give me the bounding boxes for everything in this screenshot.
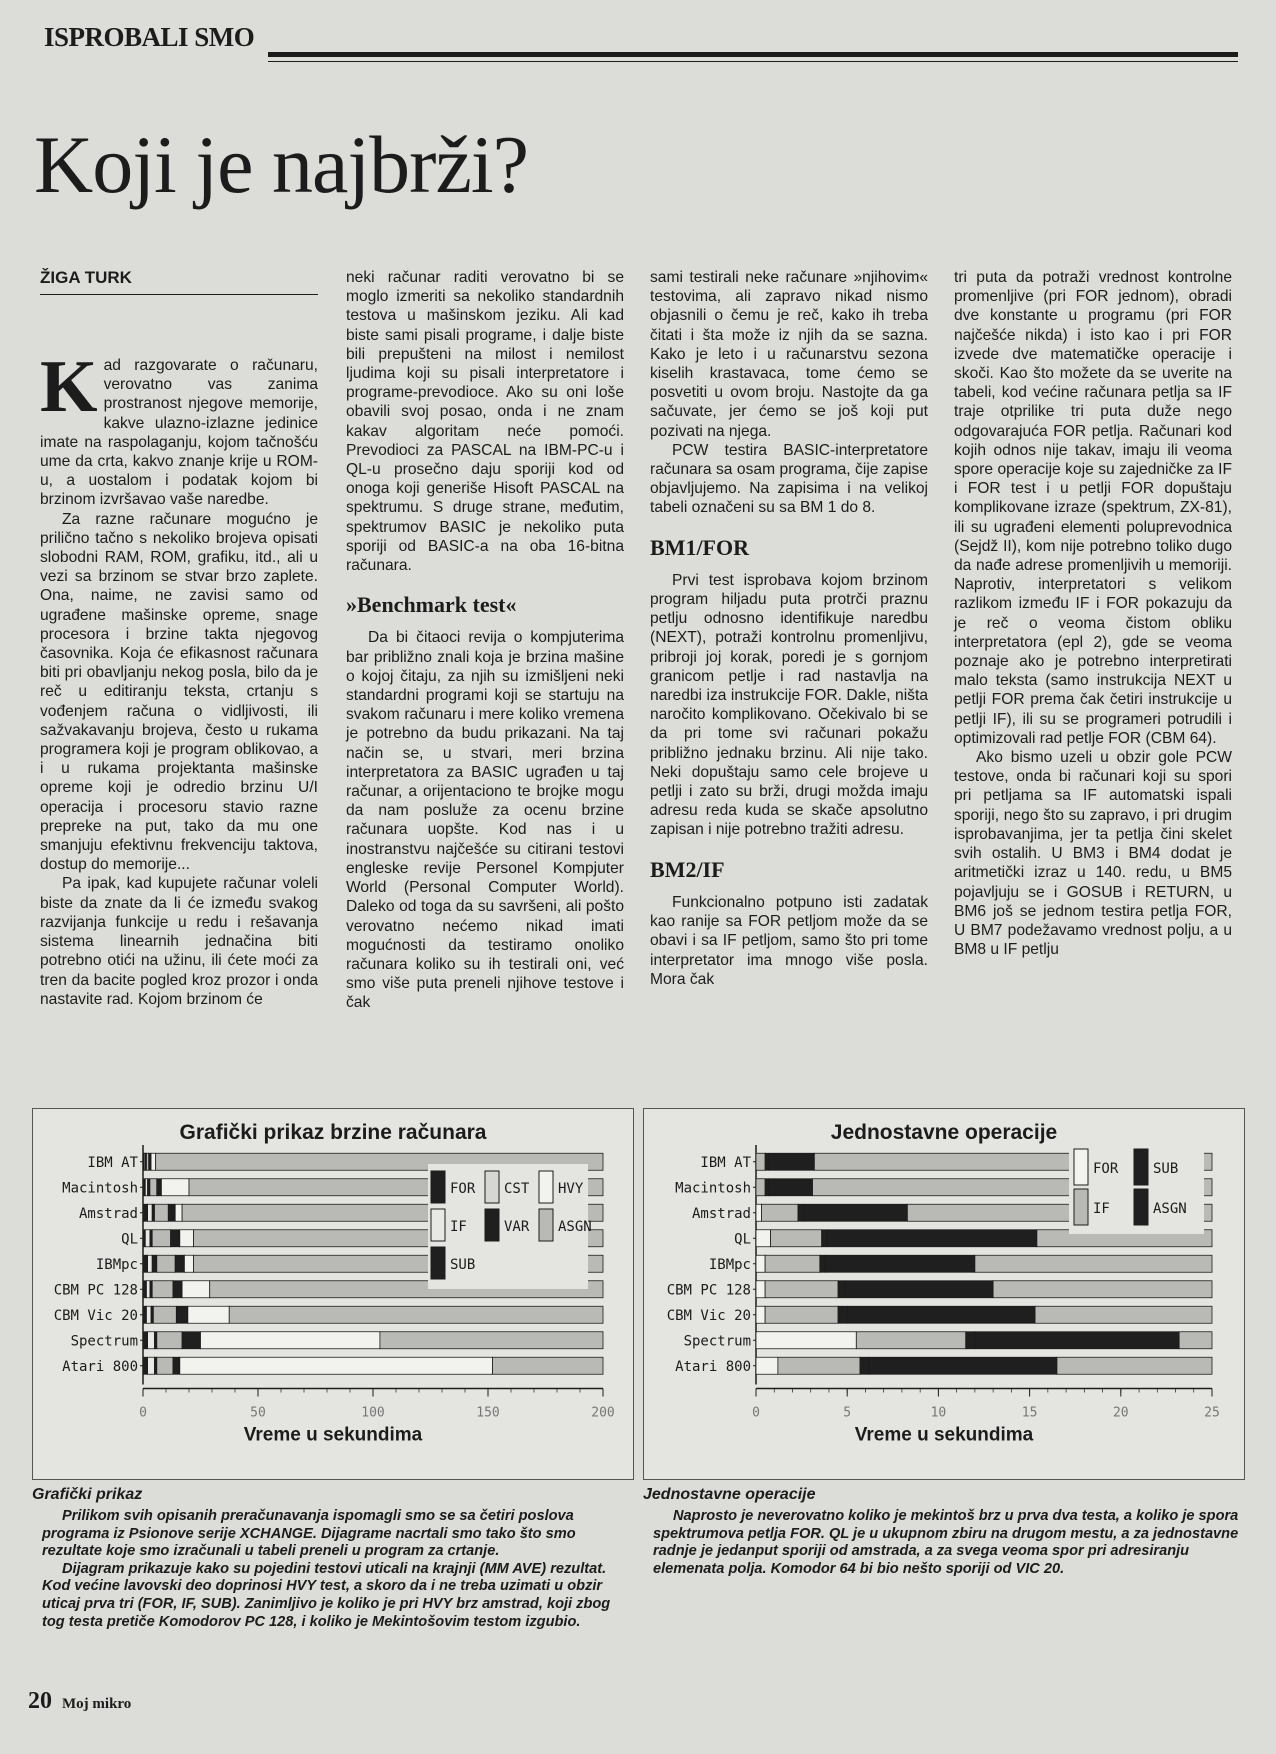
bar-segment <box>765 1255 820 1272</box>
bar-segment <box>765 1153 769 1170</box>
legend-label: VAR <box>504 1219 530 1235</box>
legend-swatch <box>539 1209 553 1241</box>
x-tick-label: 150 <box>476 1405 500 1421</box>
chart-speed-overview-svg <box>33 1109 633 1479</box>
category-label: CBM PC 128 <box>53 1282 138 1299</box>
bar-segment <box>756 1332 856 1349</box>
bar-segment <box>765 1281 838 1298</box>
bar-segment <box>847 1306 1035 1323</box>
bar-segment <box>173 1281 182 1298</box>
bar-segment <box>180 1230 194 1247</box>
bar-segment <box>869 1357 1057 1374</box>
paragraph: Funkcionalno potpuno isti zadatak kao ranije sa FOR petljom može da se obavi i sa IF petljom, samo što pri tome interpretator ima mnogo više posla. Mora čak <box>650 893 928 988</box>
chart-title: Grafički prikaz brzine računara <box>179 1121 487 1144</box>
x-axis-label: Vreme u sekundima <box>243 1424 423 1446</box>
bar-segment <box>157 1332 182 1349</box>
bar-segment <box>993 1281 1212 1298</box>
bar-segment <box>769 1179 813 1196</box>
bar-segment <box>157 1179 162 1196</box>
category-label: IBMpc <box>708 1256 751 1273</box>
bar-segment <box>168 1204 175 1221</box>
legend-label: HVY <box>558 1181 584 1197</box>
bar-segment <box>171 1230 180 1247</box>
bar-segment <box>151 1153 156 1170</box>
bar-segment <box>765 1179 769 1196</box>
bar-segment <box>838 1306 847 1323</box>
bar-segment <box>229 1306 603 1323</box>
category-label: Atari 800 <box>675 1358 751 1375</box>
legend-label: FOR <box>1093 1161 1119 1177</box>
bar-segment <box>143 1281 146 1298</box>
bar-segment <box>143 1332 148 1349</box>
article-title: Koji je najbrži? <box>34 119 529 210</box>
category-label: Macintosh <box>62 1180 138 1197</box>
paragraph: Ako bismo uzeli u obzir gole PCW testove, onda bi računari koji su spori pri petljama sa IF automatski ispali sporiji, nego što su zapravo, i pri drugim isprobavanjima, jer ta petlja čini skelet svih ostalih. U BM3 i BM4 dodat je aritmetički izraz u 140. redu, u BM5 pojavljuju se i GOSUB i RETURN, u BM6 još se jednom testira petlja FOR, U BM7 podežavamo vrednost polju, a u BM8 u IF petlju <box>954 749 1232 959</box>
paragraph: Pa ipak, kad kupujete računar voleli biste da znate da li će između svakog razvijanja funkcije u redu i rešavanja sistema linearnih jednačina biti potrebno otići na užinu, ili ćete moći za tren da bacite pogled kroz prozor i onda nastavite rad. Kojom brzinom će <box>40 875 318 1008</box>
bar-segment <box>820 1255 825 1272</box>
subheading-bm1: BM1/FOR <box>650 534 749 560</box>
bar-segment <box>157 1255 175 1272</box>
bar-segment <box>173 1357 180 1374</box>
bar-segment <box>493 1357 603 1374</box>
bar-segment <box>803 1204 907 1221</box>
bar-segment <box>155 1204 169 1221</box>
bar-segment <box>143 1306 146 1323</box>
legend-label: SUB <box>1153 1161 1179 1177</box>
article-column-1 <box>40 346 318 1009</box>
category-label: IBM AT <box>700 1154 751 1171</box>
legend-swatch <box>539 1171 553 1203</box>
bar-segment <box>756 1306 765 1323</box>
legend-swatch <box>485 1209 499 1241</box>
bar-segment <box>975 1332 1179 1349</box>
page-footer <box>28 1688 131 1715</box>
bar-segment <box>143 1204 148 1221</box>
byline-rule <box>40 294 318 295</box>
subheading-benchmark: »Benchmark test« <box>346 592 517 618</box>
legend-label: ASGN <box>1153 1201 1187 1217</box>
bar-segment <box>182 1332 200 1349</box>
paragraph: ad razgovarate o računaru, verovatno vas zanima prostranost njegove memorije, kakve ulazno-izlazne jedinice imate na raspolaganju, kojom tačnošću ume da crta, kakvo znanje krije u ROM-u, a uostalom i podatak kojom bi brzinom izvršavao vaše naredbe. <box>40 357 318 509</box>
bar-segment <box>756 1153 765 1170</box>
legend-label: ASGN <box>558 1219 592 1235</box>
magazine-name: Moj mikro <box>62 1696 132 1712</box>
section-header <box>28 18 1243 68</box>
x-tick-label: 50 <box>250 1405 266 1421</box>
paragraph: tri puta da potraži vrednost kontrolne promenljive (pri FOR jednom), obradi dve konstante u programu (pri FOR najčešće nikda) i isto kao i pri FOR izvede dve matematičke operacije i skoči. Kao što možete da se uverite na tabeli, kod većine računara petlja sa IF traje otprilike tri puta duže nego odgovarajuća FOR petlja. Računari kod kojih odnos nije takav, imaju ili veoma spore operacije koje su zajedničke za IF i FOR test i u petlji FOR dopuštaju komplikovane izraze (spektrum, ZX-81), ili su ugrađeni elementi poluprevodnica (Sejdž II), kom nije potrebno toliko dugo da nađe adrese promenljivih u memoriji. Naprotiv, interpretatori s velikom razlikom između IF i FOR pokazuju da je reč o veoma čistom obliku interpretatora (epl 2), gde se veoma poznaje ako je potrebno interpretirati malo teksta (samo instrukcija NEXT u petlji FOR prema čak četiri instrukcije u petlji IF), ili su se programeri potrudili i optimizovali rad petlje FOR (CBM 64). <box>954 269 1232 747</box>
bar-segment <box>176 1306 188 1323</box>
category-label: QL <box>121 1231 138 1248</box>
paragraph: sami testirali neke računare »njihovim« testovima, ali zapravo nikad nismo objasnili o čemu je reč, kako ih treba čitati i šta može iz njih da se sazna. Kako je leto i u računarstvu sezona kiselih krastavaca, tome ćemo se posvetiti u ovom broju. Nastojte da ga sačuvate, jer ćemo se još koji put pozivati na njega. <box>650 269 928 440</box>
category-label: Amstrad <box>691 1205 751 1222</box>
paragraph: neki računar raditi verovatno bi se moglo izmeriti sa nekoliko standardnih testova u mašinskom jeziku. Ali kad biste sami pisali programe, i dalje biste bili prepušteni na milost i nemilost ljudima koji su pisali interpretatore i programe-prevodioce. Ako su oni loše obavili svoj posao, onda i ne znam kakav algoritam neće pomoći. Prevodioci za PASCAL na IBM-PC-u i QL-u prosečno daju sporiji kod od onoga koji generiše Hisoft PASCAL na spektrumu. S druge strane, međutim, spektrumov BASIC je nekoliko puta sporiji od BASIC-a na oba 16-bitna računara. <box>346 269 624 575</box>
category-label: Spectrum <box>683 1333 751 1350</box>
paragraph: Prvi test isprobava kojom brzinom program hiljadu puta protrči praznu petlju odnosno identifikuje naredbu (NEXT), potraži kontrolnu promenljivu, pribroji joj korak, poredi je s gornjom granicom petlje i rad nastavlja na naredbi iza instrukcije FOR. Dakle, ništa naročito komplikovano. Očekivalo bi se da pri tome svi računari pokažu približno jednaku brzinu. Ali nije tako. Neki dopuštaju samo cele brojeve u petlji i zato su brži, drugi možda imaju adresu reda kuda se skače apsolutno zapisan i nije potrebno tražiti adresu. <box>650 571 928 839</box>
bar-segment <box>845 1281 993 1298</box>
bar-segment <box>161 1179 189 1196</box>
caption-right <box>653 1508 1243 1578</box>
bar-segment <box>975 1255 1212 1272</box>
bar-segment <box>153 1306 176 1323</box>
legend <box>1069 1144 1204 1234</box>
category-label: Spectrum <box>70 1333 138 1350</box>
legend-swatch <box>431 1209 445 1241</box>
legend-label: SUB <box>450 1257 476 1273</box>
bar-segment <box>756 1179 765 1196</box>
x-tick-label: 25 <box>1204 1405 1220 1421</box>
caption-paragraph: Naprosto je neverovatno koliko je mekintoš brz u prva dva testa, a koliko je spora spektrumova petlja FOR. QL je u ukupnom zbiru na drugom mestu, a za jednostavne radnje je jedanput sporiji od amstrada, a za svega veoma spor pri adresiranju elemenata polja. Komodor 64 bi bio nešto sporiji od VIC 20. <box>653 1508 1239 1577</box>
article-column-4 <box>954 268 1232 959</box>
bar-segment <box>150 1179 157 1196</box>
category-label: QL <box>734 1231 751 1248</box>
category-label: CBM Vic 20 <box>53 1307 138 1324</box>
caption-left <box>42 1508 632 1631</box>
legend-label: IF <box>1093 1201 1110 1217</box>
bar-segment <box>769 1153 815 1170</box>
legend-swatch <box>485 1171 499 1203</box>
section-title: ISPROBALI SMO <box>44 22 255 52</box>
bar-segment <box>148 1332 155 1349</box>
article-column-2 <box>346 268 624 1013</box>
page-number: 20 <box>28 1688 52 1714</box>
bar-segment <box>380 1332 603 1349</box>
bar-segment <box>771 1230 822 1247</box>
bar-segment <box>860 1357 869 1374</box>
bar-segment <box>175 1204 182 1221</box>
legend-label: IF <box>450 1219 467 1235</box>
bar-segment <box>798 1204 803 1221</box>
paragraph: Da bi čitaoci revija o kompjuterima bar približno znali koja je brzina mašine o kojoj čitaju, za njih su izmišljeni neki standardni programi koji se startuju na svakom računaru i mere koliko vremena je potrebno da budu prikazani. Na taj način se, u stvari, meri brzina interpretatora za BASIC ugrađen u taj računar, a orijentaciono te brojke mogu da nam posluže za ocenu brzine računara uopšte. Kod nas i u inostranstvu najčešće su citirani testovi engleske revije Personel Kompjuter World (Personal Computer World). Daleko od toga da su savršeni, ali pošto verovatno nećemo nikad imati mogućnosti da testiramo onoliko računara koliko su ih testirali oni, već smo više puta preneli njihove testove i čak <box>346 629 624 1012</box>
bar-segment <box>1057 1357 1212 1374</box>
caption-title-right: Jednostavne operacije <box>643 1486 816 1503</box>
legend-swatch <box>431 1171 445 1203</box>
category-label: IBMpc <box>95 1256 138 1273</box>
caption-title-left: Grafički prikaz <box>32 1486 143 1503</box>
bar-segment <box>756 1281 765 1298</box>
bar-segment <box>175 1255 184 1272</box>
category-label: Atari 800 <box>62 1358 138 1375</box>
chart-speed-overview <box>32 1108 634 1480</box>
paragraph: Za razne računare mogućno je prilično tačno s nekoliko brojeva opisati slobodni RAM, ROM, grafiku, itd., ali u vezi sa brzinom se stvar brzo zaplete. Ona, naime, ne zavisi samo od ugrađene mašinske opreme, snage procesora i brzine takta njegovog časovnika. Koja će efikasnost računara biti pri obavljanju nekog posla, bilo da je reč u editiranju teksta, crtanju s vođenjem računa o vidljivosti, ili sažvakavanju brojeva, često u rukama programera koji je program oblikovao, a i u rukama projektanta mašinske opreme koji je odredio brzinu U/I operacija i procesoru stavio razne prepreke na put, tako da mu one smanjuju efektivnu frekvenciju taktova, dostup do memorije... <box>40 510 318 874</box>
bar-segment <box>188 1306 229 1323</box>
chart-title: Jednostavne operacije <box>830 1121 1058 1144</box>
legend-swatch <box>1074 1189 1088 1225</box>
header-rule-thin <box>268 61 1238 62</box>
x-tick-label: 15 <box>1021 1405 1038 1421</box>
bar-segment <box>822 1230 827 1247</box>
legend-label: CST <box>504 1181 530 1197</box>
x-tick-label: 5 <box>843 1405 852 1421</box>
legend-label: FOR <box>450 1181 476 1197</box>
x-tick-label: 10 <box>930 1405 947 1421</box>
legend-swatch <box>1134 1189 1148 1225</box>
legend-swatch <box>431 1247 445 1279</box>
chart-simple-operations-svg <box>644 1109 1244 1479</box>
bar-segment <box>778 1357 860 1374</box>
bar-segment <box>761 1204 797 1221</box>
category-label: CBM Vic 20 <box>666 1307 751 1324</box>
bar-segment <box>765 1306 838 1323</box>
legend-swatch <box>1074 1149 1088 1185</box>
author-byline: ŽIGA TURK <box>40 268 132 287</box>
bar-segment <box>148 1204 153 1221</box>
header-rule <box>268 52 1238 57</box>
subheading-bm2: BM2/IF <box>650 856 725 882</box>
x-tick-label: 0 <box>139 1405 147 1421</box>
bar-segment <box>146 1306 151 1323</box>
legend-swatch <box>1134 1149 1148 1185</box>
bar-segment <box>856 1332 965 1349</box>
category-label: Amstrad <box>78 1205 138 1222</box>
bar-segment <box>1179 1332 1212 1349</box>
article-column-3 <box>650 268 928 989</box>
x-tick-label: 200 <box>591 1405 615 1421</box>
x-tick-label: 0 <box>752 1405 760 1421</box>
bar-segment <box>146 1281 149 1298</box>
bar-segment <box>145 1230 150 1247</box>
category-label: CBM PC 128 <box>666 1282 751 1299</box>
chart-simple-operations <box>643 1108 1245 1480</box>
bar-segment <box>143 1357 148 1374</box>
bar-segment <box>201 1332 380 1349</box>
paragraph: PCW testira BASIC-interpretatore računara sa osam programa, čije zapise objavljujemo. Na zapisima i na velikoj tabeli označeni su sa BM 1 do 8. <box>650 441 928 517</box>
bar-segment <box>1035 1306 1212 1323</box>
bar-segment <box>180 1357 493 1374</box>
x-tick-label: 20 <box>1112 1405 1129 1421</box>
bar-segment <box>152 1255 157 1272</box>
bar-segment <box>756 1204 761 1221</box>
bar-segment <box>143 1255 148 1272</box>
bar-segment <box>756 1357 778 1374</box>
bar-segment <box>756 1230 771 1247</box>
category-label: Macintosh <box>675 1180 751 1197</box>
category-label: IBM AT <box>87 1154 138 1171</box>
x-tick-label: 100 <box>361 1405 385 1421</box>
bar-segment <box>152 1281 173 1298</box>
bar-segment <box>157 1357 173 1374</box>
bar-segment <box>756 1255 765 1272</box>
caption-paragraph: Prilikom svih opisanih preračunavanja ispomagli smo se sa četiri poslova programa iz Psionove serije XCHANGE. Dijagrame nacrtali smo tako što smo rezultate koje smo izračunali u tabeli preneli u program za crtanje. <box>42 1508 576 1560</box>
bar-segment <box>148 1357 155 1374</box>
bar-segment <box>838 1281 845 1298</box>
drop-cap: K <box>40 346 98 428</box>
bar-segment <box>182 1281 210 1298</box>
bar-segment <box>184 1255 193 1272</box>
legend <box>428 1164 592 1289</box>
bar-segment <box>825 1255 975 1272</box>
bar-segment <box>148 1255 153 1272</box>
bar-segment <box>152 1230 170 1247</box>
x-axis-label: Vreme u sekundima <box>854 1424 1034 1446</box>
bar-segment <box>966 1332 975 1349</box>
bar-segment <box>827 1230 1037 1247</box>
caption-paragraph: Dijagram prikazuje kako su pojedini testovi uticali na krajnji (MM AVE) rezultat. Kod većine lavovski deo doprinosi HVY test, a skoro da i ne treba uzimati u obzir uticaj prva tri (FOR, IF, SUB). Zanimljivo je koliko je pri HVY brz amstrad, koji zbog tog testa pretiče Komodorov PC 128, i koliko je Mekintošovim testom izgubio. <box>42 1560 611 1630</box>
